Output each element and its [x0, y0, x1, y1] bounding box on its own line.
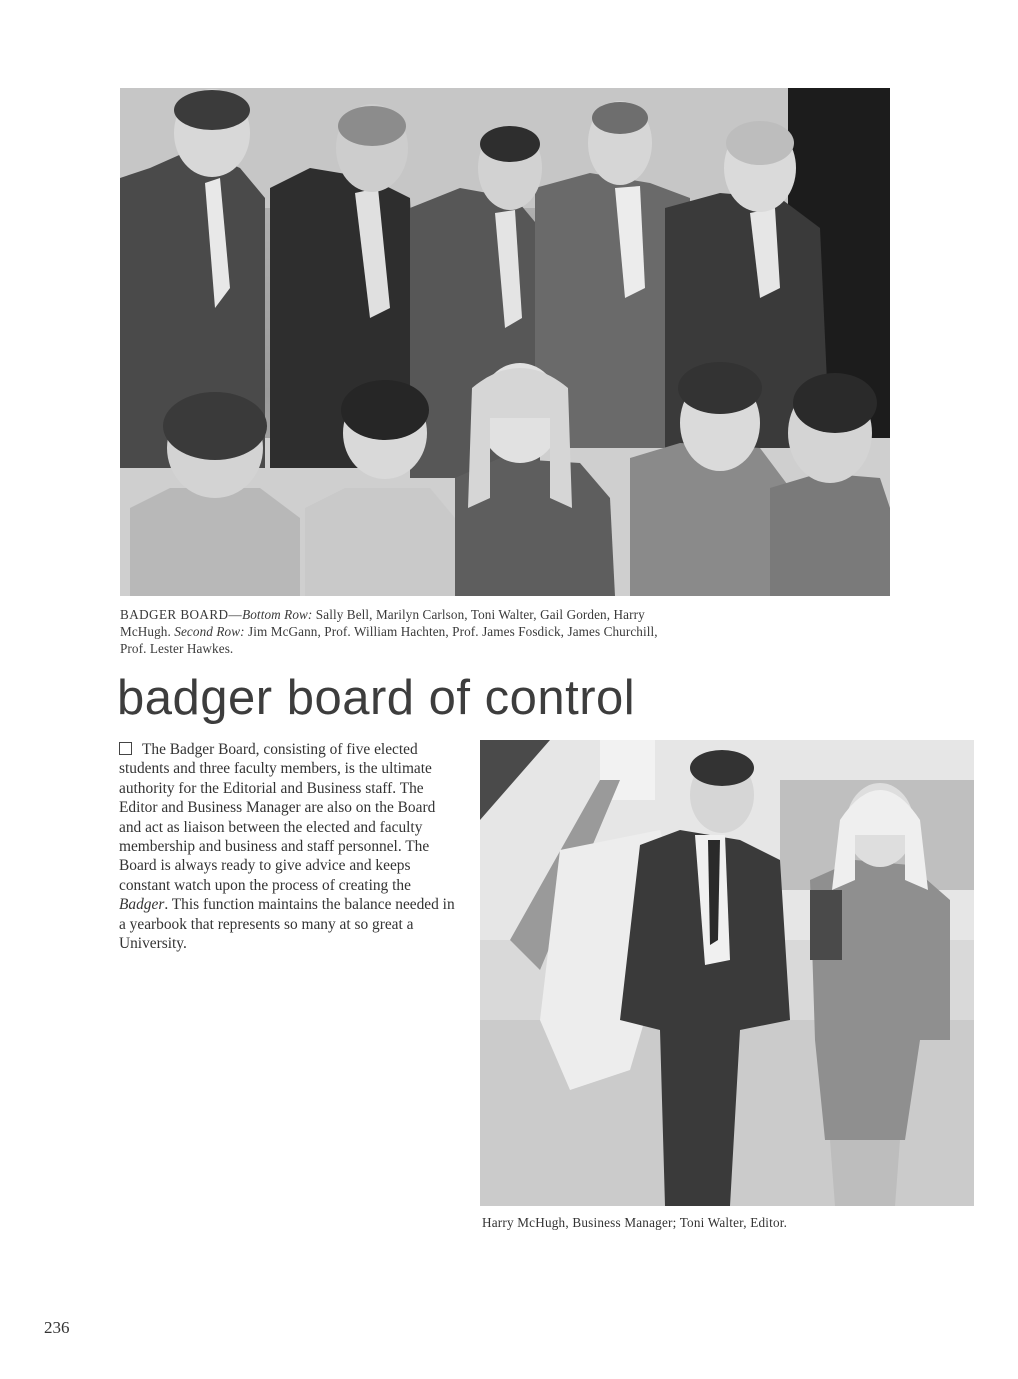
bottom-row-label: Bottom Row:: [242, 607, 313, 622]
square-bullet-icon: [119, 742, 132, 755]
bottom-row-names: Sally Bell, Marilyn Carlson, Toni Walter, Gail Gorden, Harry McHugh.: [120, 607, 645, 639]
business-manager-editor-photo: [480, 740, 974, 1206]
body-italic-word: Badger: [119, 896, 165, 914]
page-number: 236: [44, 1318, 70, 1337]
badger-board-group-photo: [120, 88, 890, 596]
page-headline: badger board of control: [117, 671, 636, 725]
second-row-names: Jim McGann, Prof. William Hachten, Prof. James Fosdick, James Churchill, Prof. Lester Hawkes.: [120, 624, 658, 656]
body-text-part-2: . This function maintains the balance needed in a yearbook that represents so many at so great a University.: [119, 896, 455, 953]
caption-lead: BADGER BOARD—: [120, 607, 243, 622]
second-row-label: Second Row:: [174, 624, 245, 639]
duo-photo-caption: Harry McHugh, Business Manager; Toni Walter, Editor.: [482, 1215, 788, 1230]
board-photo-caption: [120, 606, 680, 657]
body-paragraph: [119, 740, 455, 953]
body-text-part-1: The Badger Board, consisting of five elected students and three faculty members, is the ultimate authority for the Editorial and Business staff. The Editor and Business Manager are also on the Board and act as liaison between the elected and faculty membership and business and staff personnel. The Board is always ready to give advice and keeps constant watch upon the process of creating the: [119, 741, 436, 894]
